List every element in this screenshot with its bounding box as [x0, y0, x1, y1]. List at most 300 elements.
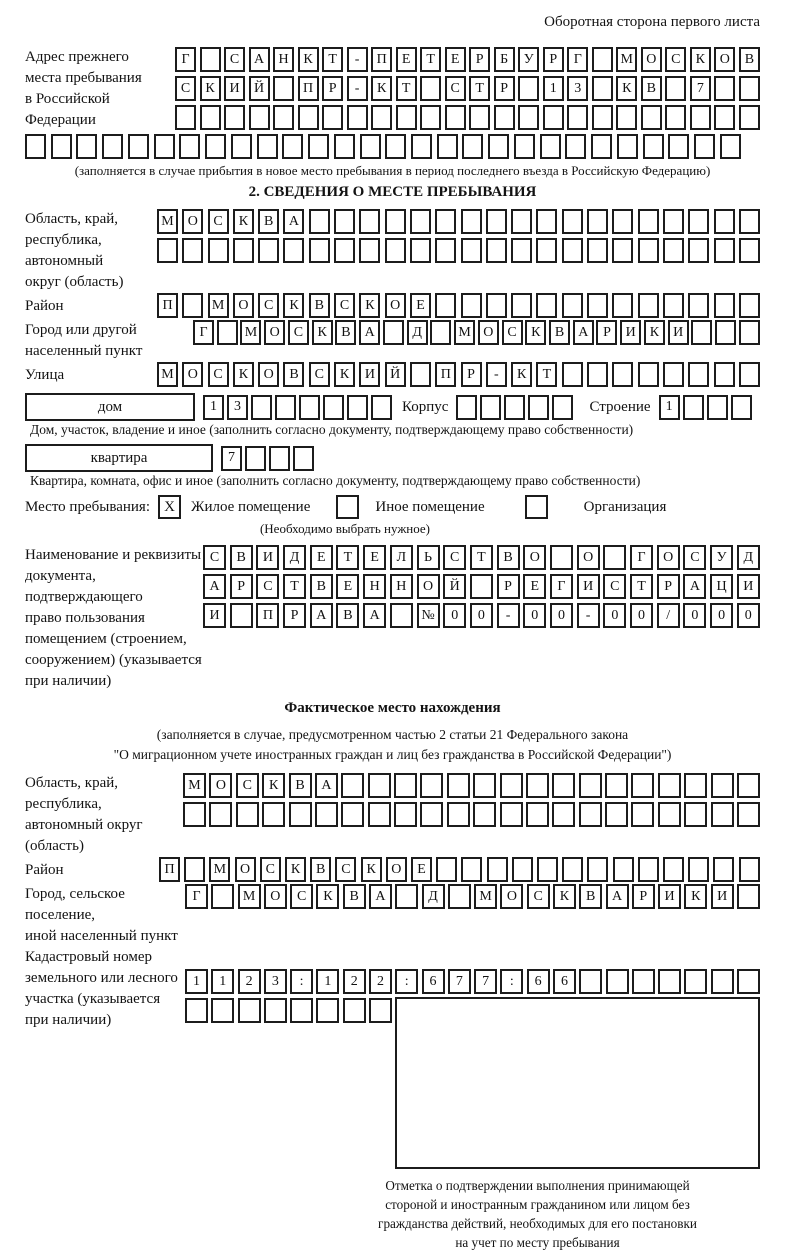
char-cell[interactable]: Й — [249, 76, 270, 101]
char-cell[interactable] — [385, 134, 406, 159]
char-cell[interactable] — [526, 773, 549, 798]
char-cell[interactable]: 6 — [422, 969, 445, 994]
char-cell[interactable]: О — [264, 320, 285, 345]
char-cell[interactable]: О — [233, 293, 254, 318]
char-cell[interactable]: О — [714, 47, 735, 72]
char-cell[interactable]: Р — [322, 76, 343, 101]
char-cell[interactable]: : — [290, 969, 313, 994]
char-cell[interactable]: О — [577, 545, 600, 570]
char-cell[interactable] — [264, 998, 287, 1023]
char-cell[interactable]: О — [386, 857, 407, 882]
char-cell[interactable] — [579, 773, 602, 798]
char-cell[interactable] — [612, 293, 633, 318]
char-cell[interactable]: С — [443, 545, 466, 570]
char-cell[interactable] — [430, 320, 451, 345]
char-cell[interactable]: 0 — [470, 603, 493, 628]
char-cell[interactable] — [233, 238, 254, 263]
char-cell[interactable] — [341, 773, 364, 798]
char-cell[interactable]: С — [335, 857, 356, 882]
char-cell[interactable] — [592, 76, 613, 101]
char-cell[interactable]: 7 — [474, 969, 497, 994]
char-cell[interactable] — [309, 238, 330, 263]
char-cell[interactable] — [663, 209, 684, 234]
char-cell[interactable]: : — [395, 969, 418, 994]
char-cell[interactable]: М — [208, 293, 229, 318]
char-cell[interactable] — [487, 857, 508, 882]
char-cell[interactable] — [102, 134, 123, 159]
char-cell[interactable] — [315, 802, 338, 827]
char-cell[interactable] — [587, 209, 608, 234]
char-cell[interactable] — [76, 134, 97, 159]
char-cell[interactable] — [658, 773, 681, 798]
char-cell[interactable] — [688, 362, 709, 387]
char-cell[interactable]: В — [343, 884, 366, 909]
char-cell[interactable]: М — [240, 320, 261, 345]
char-cell[interactable]: Р — [469, 47, 490, 72]
char-cell[interactable] — [688, 857, 709, 882]
char-cell[interactable]: К — [525, 320, 546, 345]
char-cell[interactable] — [456, 395, 477, 420]
char-cell[interactable]: Т — [630, 574, 653, 599]
char-cell[interactable]: 0 — [443, 603, 466, 628]
char-cell[interactable]: М — [474, 884, 497, 909]
char-cell[interactable] — [390, 603, 413, 628]
char-cell[interactable] — [488, 134, 509, 159]
char-cell[interactable]: 7 — [448, 969, 471, 994]
char-cell[interactable]: П — [159, 857, 180, 882]
char-cell[interactable] — [616, 105, 637, 130]
char-cell[interactable]: 7 — [690, 76, 711, 101]
char-cell[interactable] — [184, 857, 205, 882]
char-cell[interactable]: У — [710, 545, 733, 570]
char-cell[interactable] — [550, 545, 573, 570]
char-cell[interactable] — [245, 446, 266, 471]
char-cell[interactable]: И — [668, 320, 689, 345]
char-cell[interactable] — [231, 134, 252, 159]
char-cell[interactable]: Н — [363, 574, 386, 599]
char-cell[interactable] — [504, 395, 525, 420]
char-cell[interactable]: С — [603, 574, 626, 599]
char-cell[interactable] — [334, 134, 355, 159]
char-cell[interactable] — [448, 884, 471, 909]
char-cell[interactable]: Т — [283, 574, 306, 599]
char-cell[interactable] — [209, 802, 232, 827]
char-cell[interactable] — [683, 395, 704, 420]
char-cell[interactable] — [309, 209, 330, 234]
char-cell[interactable] — [420, 76, 441, 101]
char-cell[interactable] — [290, 998, 313, 1023]
char-cell[interactable] — [684, 802, 707, 827]
char-cell[interactable]: 7 — [221, 446, 242, 471]
char-cell[interactable] — [737, 884, 760, 909]
char-cell[interactable] — [613, 857, 634, 882]
char-cell[interactable] — [396, 105, 417, 130]
char-cell[interactable]: Т — [336, 545, 359, 570]
char-cell[interactable]: А — [573, 320, 594, 345]
char-cell[interactable] — [420, 773, 443, 798]
char-cell[interactable] — [322, 105, 343, 130]
char-cell[interactable] — [587, 857, 608, 882]
char-cell[interactable] — [543, 105, 564, 130]
char-cell[interactable]: Р — [596, 320, 617, 345]
char-cell[interactable] — [51, 134, 72, 159]
char-cell[interactable] — [587, 362, 608, 387]
char-cell[interactable]: О — [641, 47, 662, 72]
char-cell[interactable]: В — [310, 857, 331, 882]
char-cell[interactable] — [690, 105, 711, 130]
char-cell[interactable]: В — [310, 574, 333, 599]
char-cell[interactable]: Й — [385, 362, 406, 387]
char-cell[interactable] — [518, 105, 539, 130]
char-cell[interactable] — [182, 293, 203, 318]
char-cell[interactable] — [385, 209, 406, 234]
char-cell[interactable]: А — [203, 574, 226, 599]
char-cell[interactable]: 6 — [553, 969, 576, 994]
char-cell[interactable] — [658, 969, 681, 994]
char-cell[interactable]: Р — [497, 574, 520, 599]
char-cell[interactable] — [536, 209, 557, 234]
char-cell[interactable] — [343, 998, 366, 1023]
char-cell[interactable] — [211, 884, 234, 909]
char-cell[interactable] — [473, 802, 496, 827]
char-cell[interactable]: 2 — [343, 969, 366, 994]
char-cell[interactable]: К — [361, 857, 382, 882]
char-cell[interactable]: 0 — [710, 603, 733, 628]
char-cell[interactable] — [371, 395, 392, 420]
char-cell[interactable] — [603, 545, 626, 570]
char-cell[interactable]: О — [385, 293, 406, 318]
char-cell[interactable] — [665, 105, 686, 130]
char-cell[interactable] — [562, 238, 583, 263]
char-cell[interactable] — [470, 574, 493, 599]
char-cell[interactable] — [641, 105, 662, 130]
char-cell[interactable]: К — [283, 293, 304, 318]
char-cell[interactable]: В — [579, 884, 602, 909]
char-cell[interactable] — [514, 134, 535, 159]
char-cell[interactable]: 1 — [211, 969, 234, 994]
char-cell[interactable] — [663, 238, 684, 263]
char-cell[interactable]: Г — [630, 545, 653, 570]
char-cell[interactable] — [737, 773, 760, 798]
stay-option-other-premises-checkbox[interactable] — [336, 495, 359, 519]
char-cell[interactable]: Д — [422, 884, 445, 909]
char-cell[interactable] — [298, 105, 319, 130]
char-cell[interactable] — [591, 134, 612, 159]
char-cell[interactable] — [638, 857, 659, 882]
char-cell[interactable] — [720, 134, 741, 159]
char-cell[interactable] — [562, 293, 583, 318]
char-cell[interactable] — [714, 362, 735, 387]
char-cell[interactable]: М — [157, 362, 178, 387]
char-cell[interactable]: Т — [396, 76, 417, 101]
char-cell[interactable] — [368, 773, 391, 798]
char-cell[interactable]: В — [230, 545, 253, 570]
char-cell[interactable] — [605, 773, 628, 798]
char-cell[interactable]: Л — [390, 545, 413, 570]
char-cell[interactable] — [257, 134, 278, 159]
char-cell[interactable] — [436, 857, 457, 882]
char-cell[interactable] — [579, 969, 602, 994]
char-cell[interactable] — [394, 773, 417, 798]
char-cell[interactable] — [359, 238, 380, 263]
char-cell[interactable]: И — [737, 574, 760, 599]
char-cell[interactable]: К — [644, 320, 665, 345]
char-cell[interactable] — [269, 446, 290, 471]
char-cell[interactable]: Г — [185, 884, 208, 909]
char-cell[interactable] — [420, 802, 443, 827]
char-cell[interactable]: Г — [193, 320, 214, 345]
char-cell[interactable]: С — [288, 320, 309, 345]
char-cell[interactable] — [258, 238, 279, 263]
char-cell[interactable]: А — [283, 209, 304, 234]
stay-option-residential-checkbox[interactable]: X — [158, 495, 181, 519]
char-cell[interactable]: 0 — [683, 603, 706, 628]
char-cell[interactable] — [592, 105, 613, 130]
char-cell[interactable]: 1 — [659, 395, 680, 420]
char-cell[interactable]: В — [336, 603, 359, 628]
char-cell[interactable] — [249, 105, 270, 130]
char-cell[interactable] — [437, 134, 458, 159]
char-cell[interactable] — [208, 238, 229, 263]
char-cell[interactable]: Н — [390, 574, 413, 599]
char-cell[interactable]: П — [371, 47, 392, 72]
char-cell[interactable] — [369, 998, 392, 1023]
char-cell[interactable] — [447, 802, 470, 827]
char-cell[interactable]: П — [256, 603, 279, 628]
char-cell[interactable]: К — [200, 76, 221, 101]
char-cell[interactable]: С — [334, 293, 355, 318]
char-cell[interactable]: К — [285, 857, 306, 882]
char-cell[interactable] — [739, 320, 760, 345]
char-cell[interactable]: С — [290, 884, 313, 909]
char-cell[interactable] — [737, 802, 760, 827]
char-cell[interactable]: В — [283, 362, 304, 387]
char-cell[interactable] — [410, 238, 431, 263]
char-cell[interactable] — [552, 773, 575, 798]
house-type-box[interactable]: дом — [25, 393, 195, 421]
char-cell[interactable] — [435, 293, 456, 318]
char-cell[interactable] — [526, 802, 549, 827]
char-cell[interactable]: К — [371, 76, 392, 101]
char-cell[interactable]: А — [310, 603, 333, 628]
char-cell[interactable]: 1 — [316, 969, 339, 994]
char-cell[interactable]: О — [417, 574, 440, 599]
char-cell[interactable]: О — [182, 362, 203, 387]
char-cell[interactable] — [711, 969, 734, 994]
char-cell[interactable]: Р — [230, 574, 253, 599]
char-cell[interactable]: П — [298, 76, 319, 101]
char-cell[interactable] — [562, 362, 583, 387]
char-cell[interactable] — [157, 238, 178, 263]
char-cell[interactable]: В — [309, 293, 330, 318]
char-cell[interactable] — [512, 857, 533, 882]
char-cell[interactable] — [128, 134, 149, 159]
char-cell[interactable]: М — [238, 884, 261, 909]
char-cell[interactable] — [183, 802, 206, 827]
char-cell[interactable] — [714, 238, 735, 263]
char-cell[interactable]: Е — [411, 857, 432, 882]
char-cell[interactable]: М — [454, 320, 475, 345]
char-cell[interactable] — [711, 773, 734, 798]
char-cell[interactable]: А — [683, 574, 706, 599]
char-cell[interactable] — [273, 76, 294, 101]
char-cell[interactable]: Б — [494, 47, 515, 72]
char-cell[interactable] — [211, 998, 234, 1023]
char-cell[interactable]: 3 — [264, 969, 287, 994]
char-cell[interactable] — [299, 395, 320, 420]
char-cell[interactable]: Г — [550, 574, 573, 599]
char-cell[interactable]: Й — [443, 574, 466, 599]
char-cell[interactable]: О — [500, 884, 523, 909]
apartment-type-box[interactable]: квартира — [25, 444, 213, 472]
char-cell[interactable] — [289, 802, 312, 827]
char-cell[interactable] — [540, 134, 561, 159]
char-cell[interactable]: 1 — [543, 76, 564, 101]
char-cell[interactable]: Р — [494, 76, 515, 101]
char-cell[interactable] — [714, 293, 735, 318]
char-cell[interactable]: И — [256, 545, 279, 570]
char-cell[interactable]: К — [684, 884, 707, 909]
char-cell[interactable]: А — [359, 320, 380, 345]
char-cell[interactable]: / — [657, 603, 680, 628]
char-cell[interactable] — [385, 238, 406, 263]
char-cell[interactable]: Г — [175, 47, 196, 72]
char-cell[interactable]: Е — [523, 574, 546, 599]
char-cell[interactable]: Е — [336, 574, 359, 599]
char-cell[interactable] — [238, 998, 261, 1023]
char-cell[interactable] — [638, 238, 659, 263]
char-cell[interactable] — [612, 362, 633, 387]
char-cell[interactable]: Т — [536, 362, 557, 387]
char-cell[interactable] — [469, 105, 490, 130]
char-cell[interactable] — [217, 320, 238, 345]
char-cell[interactable] — [334, 238, 355, 263]
char-cell[interactable] — [658, 802, 681, 827]
char-cell[interactable] — [638, 362, 659, 387]
char-cell[interactable] — [25, 134, 46, 159]
char-cell[interactable] — [638, 293, 659, 318]
char-cell[interactable]: 2 — [369, 969, 392, 994]
char-cell[interactable] — [494, 105, 515, 130]
char-cell[interactable] — [411, 134, 432, 159]
char-cell[interactable] — [316, 998, 339, 1023]
char-cell[interactable]: И — [658, 884, 681, 909]
char-cell[interactable]: И — [620, 320, 641, 345]
char-cell[interactable] — [714, 76, 735, 101]
char-cell[interactable] — [562, 857, 583, 882]
char-cell[interactable]: Н — [273, 47, 294, 72]
char-cell[interactable]: Е — [410, 293, 431, 318]
char-cell[interactable]: К — [553, 884, 576, 909]
stay-option-organization-checkbox[interactable] — [525, 495, 548, 519]
char-cell[interactable] — [420, 105, 441, 130]
char-cell[interactable] — [394, 802, 417, 827]
char-cell[interactable] — [714, 209, 735, 234]
char-cell[interactable]: С — [309, 362, 330, 387]
char-cell[interactable] — [665, 76, 686, 101]
char-cell[interactable]: В — [258, 209, 279, 234]
char-cell[interactable] — [631, 773, 654, 798]
char-cell[interactable]: П — [435, 362, 456, 387]
char-cell[interactable]: О — [523, 545, 546, 570]
char-cell[interactable] — [643, 134, 664, 159]
char-cell[interactable]: С — [236, 773, 259, 798]
char-cell[interactable] — [341, 802, 364, 827]
char-cell[interactable] — [182, 238, 203, 263]
char-cell[interactable] — [251, 395, 272, 420]
char-cell[interactable] — [323, 395, 344, 420]
char-cell[interactable]: Д — [737, 545, 760, 570]
char-cell[interactable] — [587, 238, 608, 263]
char-cell[interactable]: - — [347, 76, 368, 101]
char-cell[interactable]: Д — [283, 545, 306, 570]
char-cell[interactable]: В — [335, 320, 356, 345]
char-cell[interactable]: 2 — [238, 969, 261, 994]
char-cell[interactable] — [739, 76, 760, 101]
char-cell[interactable]: Е — [396, 47, 417, 72]
char-cell[interactable]: М — [157, 209, 178, 234]
char-cell[interactable]: С — [683, 545, 706, 570]
char-cell[interactable]: С — [224, 47, 245, 72]
char-cell[interactable]: С — [665, 47, 686, 72]
char-cell[interactable] — [737, 969, 760, 994]
char-cell[interactable]: 3 — [227, 395, 248, 420]
char-cell[interactable] — [435, 209, 456, 234]
char-cell[interactable]: И — [577, 574, 600, 599]
char-cell[interactable] — [282, 134, 303, 159]
char-cell[interactable] — [612, 209, 633, 234]
char-cell[interactable] — [383, 320, 404, 345]
char-cell[interactable]: Г — [567, 47, 588, 72]
char-cell[interactable]: С — [260, 857, 281, 882]
char-cell[interactable] — [567, 105, 588, 130]
char-cell[interactable] — [739, 362, 760, 387]
char-cell[interactable] — [739, 238, 760, 263]
char-cell[interactable] — [273, 105, 294, 130]
char-cell[interactable]: С — [208, 362, 229, 387]
char-cell[interactable]: К — [262, 773, 285, 798]
char-cell[interactable]: А — [315, 773, 338, 798]
char-cell[interactable]: В — [289, 773, 312, 798]
char-cell[interactable] — [275, 395, 296, 420]
char-cell[interactable]: О — [258, 362, 279, 387]
char-cell[interactable] — [185, 998, 208, 1023]
char-cell[interactable] — [606, 969, 629, 994]
char-cell[interactable]: - — [347, 47, 368, 72]
char-cell[interactable] — [371, 105, 392, 130]
char-cell[interactable]: В — [739, 47, 760, 72]
char-cell[interactable]: С — [258, 293, 279, 318]
char-cell[interactable]: - — [577, 603, 600, 628]
char-cell[interactable]: К — [359, 293, 380, 318]
char-cell[interactable]: 0 — [550, 603, 573, 628]
char-cell[interactable]: А — [606, 884, 629, 909]
char-cell[interactable] — [200, 105, 221, 130]
char-cell[interactable]: К — [616, 76, 637, 101]
char-cell[interactable]: 0 — [737, 603, 760, 628]
char-cell[interactable] — [552, 802, 575, 827]
char-cell[interactable]: Ь — [417, 545, 440, 570]
char-cell[interactable]: Р — [657, 574, 680, 599]
char-cell[interactable]: К — [298, 47, 319, 72]
char-cell[interactable] — [739, 857, 760, 882]
char-cell[interactable]: В — [497, 545, 520, 570]
char-cell[interactable] — [528, 395, 549, 420]
char-cell[interactable]: С — [208, 209, 229, 234]
char-cell[interactable] — [668, 134, 689, 159]
char-cell[interactable]: С — [203, 545, 226, 570]
char-cell[interactable]: А — [369, 884, 392, 909]
